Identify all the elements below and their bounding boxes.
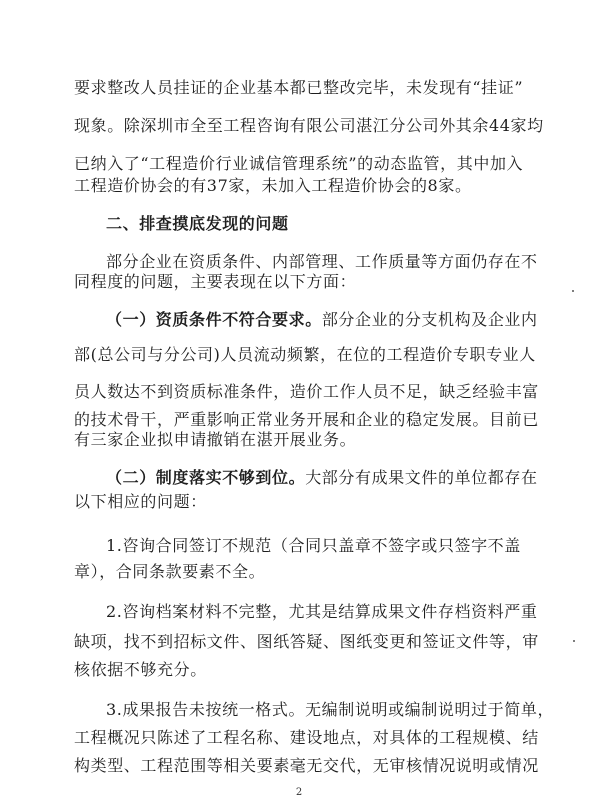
sub3-line: 3.成果报告未按统一格式。无编制说明或编制说明过于简单， xyxy=(106,700,555,719)
item2-line: 以下相应的问题： xyxy=(74,492,207,511)
sub2-line: 核依据不够充分。 xyxy=(74,660,207,679)
item2-heading: （二）制度落实不够到位。 xyxy=(106,468,306,487)
body-line: 现象。除深圳市全至工程咨询有限公司湛江分公司外其余44家均 xyxy=(74,116,544,135)
item1-line: 部(总公司与分公司)人员流动频繁，在位的工程造价专职专业人 xyxy=(74,345,536,364)
body-line: 要求整改人员挂证的企业基本都已整改完毕，未发现有“挂证” xyxy=(74,78,524,97)
sub2-line: 2.咨询档案材料不完整，尤其是结算成果文件存档资料严重 xyxy=(106,602,538,621)
item1-first-line xyxy=(106,310,546,330)
sub1-line: 章），合同条款要素不全。 xyxy=(74,562,266,581)
scan-speck xyxy=(573,640,575,642)
item1-line: 员人数达不到资质标准条件，造价工作人员不足，缺乏经验丰富 xyxy=(74,382,539,401)
sub1-line: 1.咨询合同签订不规范（合同只盖章不签字或只签字不盖 xyxy=(106,536,521,555)
item1-heading: （一）资质条件不符合要求。 xyxy=(106,310,322,329)
section-heading: 二、排查摸底发现的问题 xyxy=(106,214,289,233)
intro-line: 同程度的问题，主要表现在以下方面： xyxy=(74,272,357,291)
item2-first-line xyxy=(106,468,546,488)
item2-first-text: 大部分有成果文件的单位都存在 xyxy=(305,468,538,487)
body-line: 工程造价协会的有37家，未加入工程造价协会的8家。 xyxy=(74,176,472,195)
item1-line: 的技术骨干，严重影响正常业务开展和企业的稳定发展。目前已 xyxy=(74,410,539,429)
item1-line: 有三家企业拟申请撤销在湛开展业务。 xyxy=(74,430,357,449)
intro-line: 部分企业在资质条件、内部管理、工作质量等方面仍存在不 xyxy=(106,252,538,271)
body-line: 已纳入了“工程造价行业诚信管理系统”的动态监管，其中加入 xyxy=(74,154,524,173)
page-number: 2 xyxy=(295,787,303,798)
item1-first-text: 部分企业的分支机构及企业内 xyxy=(321,310,538,329)
sub3-line: 构类型、工程范围等相关要素毫无交代，无审核情况说明或情况 xyxy=(74,756,539,775)
sub2-line: 缺项，找不到招标文件、图纸答疑、图纸变更和签证文件等，审 xyxy=(74,632,539,651)
sub3-line: 工程概况只陈述了工程名称、建设地点，对具体的工程规模、结 xyxy=(74,728,539,747)
scan-speck xyxy=(572,290,574,292)
